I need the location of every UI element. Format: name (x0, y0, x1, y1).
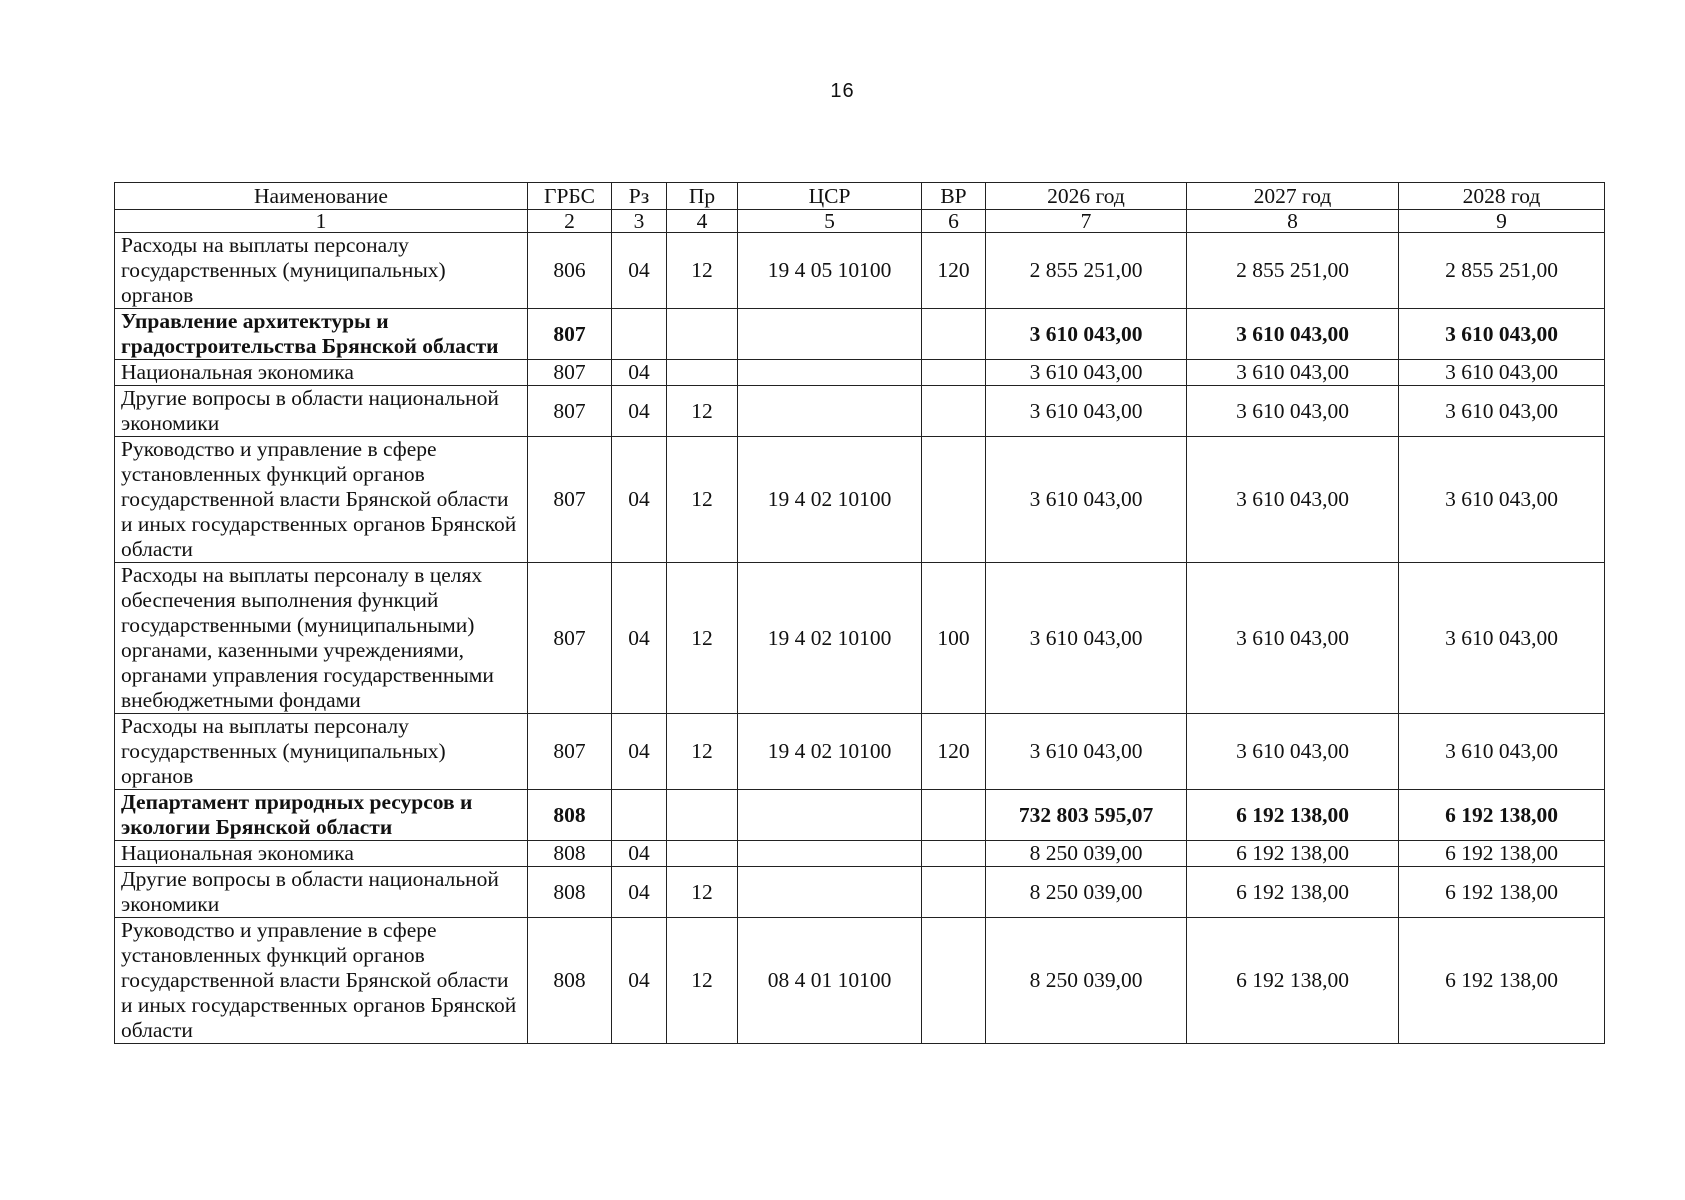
row-name-cell: Руководство и управление в сфере установленных функций органов государственной власти Брянской области и иных государственных органов Брянской области (115, 437, 528, 563)
header-vr: ВР (922, 183, 986, 210)
header-rz: Рз (612, 183, 667, 210)
row-2027-amount: 6 192 138,00 (1187, 841, 1399, 867)
budget-table (114, 182, 1605, 1044)
row-csr-cell: 08 4 01 10100 (738, 918, 922, 1044)
header-2026: 2026 год (986, 183, 1187, 210)
row-rz-cell: 04 (612, 233, 667, 309)
row-2026-amount: 3 610 043,00 (986, 309, 1187, 360)
row-2027-amount: 3 610 043,00 (1187, 714, 1399, 790)
row-name-cell: Другие вопросы в области национальной экономики (115, 867, 528, 918)
row-rz-cell: 04 (612, 360, 667, 386)
row-pr-cell: 12 (667, 386, 738, 437)
row-name-cell: Расходы на выплаты персоналу государственных (муниципальных) органов (115, 714, 528, 790)
row-2027-amount: 6 192 138,00 (1187, 867, 1399, 918)
column-number: 2 (528, 210, 612, 233)
table-row (115, 437, 1605, 563)
row-rz-cell: 04 (612, 841, 667, 867)
row-pr-cell (667, 841, 738, 867)
row-name-cell: Управление архитектуры и градостроительства Брянской области (115, 309, 528, 360)
column-number: 7 (986, 210, 1187, 233)
row-2027-amount: 3 610 043,00 (1187, 360, 1399, 386)
row-2027-amount: 3 610 043,00 (1187, 386, 1399, 437)
row-grbs-cell: 808 (528, 841, 612, 867)
row-pr-cell (667, 790, 738, 841)
header-pr: Пр (667, 183, 738, 210)
row-2028-amount: 3 610 043,00 (1399, 563, 1605, 714)
row-pr-cell (667, 360, 738, 386)
row-name-cell: Расходы на выплаты персоналу в целях обеспечения выполнения функций государственными (муниципальными) органами, казенными учреждениями, органами управления государственными внебюджетными фондами (115, 563, 528, 714)
column-number: 1 (115, 210, 528, 233)
row-grbs-cell: 808 (528, 918, 612, 1044)
row-2028-amount: 3 610 043,00 (1399, 309, 1605, 360)
row-2027-amount: 3 610 043,00 (1187, 437, 1399, 563)
row-vr-cell (922, 841, 986, 867)
row-pr-cell: 12 (667, 714, 738, 790)
row-grbs-cell: 808 (528, 790, 612, 841)
row-vr-cell (922, 386, 986, 437)
row-grbs-cell: 807 (528, 437, 612, 563)
row-rz-cell (612, 790, 667, 841)
row-vr-cell (922, 918, 986, 1044)
row-2027-amount: 3 610 043,00 (1187, 309, 1399, 360)
header-csr: ЦСР (738, 183, 922, 210)
table-row (115, 841, 1605, 867)
row-2026-amount: 3 610 043,00 (986, 386, 1187, 437)
table-row (115, 233, 1605, 309)
row-2027-amount: 6 192 138,00 (1187, 918, 1399, 1044)
row-rz-cell: 04 (612, 867, 667, 918)
row-pr-cell (667, 309, 738, 360)
row-vr-cell (922, 867, 986, 918)
row-vr-cell: 120 (922, 233, 986, 309)
row-csr-cell (738, 867, 922, 918)
row-name-cell: Руководство и управление в сфере установленных функций органов государственной власти Брянской области и иных государственных органов Брянской области (115, 918, 528, 1044)
row-rz-cell: 04 (612, 918, 667, 1044)
row-2026-amount: 3 610 043,00 (986, 437, 1187, 563)
column-number: 9 (1399, 210, 1605, 233)
row-csr-cell (738, 790, 922, 841)
table-section-row (115, 309, 1605, 360)
row-name-cell: Другие вопросы в области национальной экономики (115, 386, 528, 437)
header-name: Наименование (115, 183, 528, 210)
header-2027: 2027 год (1187, 183, 1399, 210)
table-body (115, 233, 1605, 1044)
row-rz-cell: 04 (612, 437, 667, 563)
row-2026-amount: 3 610 043,00 (986, 360, 1187, 386)
row-2028-amount: 6 192 138,00 (1399, 841, 1605, 867)
row-vr-cell (922, 790, 986, 841)
row-2028-amount: 6 192 138,00 (1399, 918, 1605, 1044)
row-name-cell: Национальная экономика (115, 360, 528, 386)
row-name-cell: Расходы на выплаты персоналу государственных (муниципальных) органов (115, 233, 528, 309)
row-pr-cell: 12 (667, 867, 738, 918)
column-number-row (115, 210, 1605, 233)
row-grbs-cell: 807 (528, 309, 612, 360)
header-row (115, 183, 1605, 210)
row-2028-amount: 3 610 043,00 (1399, 386, 1605, 437)
row-csr-cell (738, 309, 922, 360)
row-grbs-cell: 807 (528, 714, 612, 790)
row-2026-amount: 8 250 039,00 (986, 841, 1187, 867)
row-csr-cell: 19 4 05 10100 (738, 233, 922, 309)
row-vr-cell: 100 (922, 563, 986, 714)
table-section-row (115, 790, 1605, 841)
row-vr-cell (922, 309, 986, 360)
row-pr-cell: 12 (667, 437, 738, 563)
table-row (115, 918, 1605, 1044)
row-2027-amount: 6 192 138,00 (1187, 790, 1399, 841)
row-2028-amount: 3 610 043,00 (1399, 714, 1605, 790)
row-grbs-cell: 806 (528, 233, 612, 309)
row-grbs-cell: 807 (528, 360, 612, 386)
row-2027-amount: 3 610 043,00 (1187, 563, 1399, 714)
row-2028-amount: 3 610 043,00 (1399, 360, 1605, 386)
header-grbs: ГРБС (528, 183, 612, 210)
row-grbs-cell: 807 (528, 563, 612, 714)
row-csr-cell: 19 4 02 10100 (738, 563, 922, 714)
row-csr-cell: 19 4 02 10100 (738, 437, 922, 563)
page-number: 16 (830, 80, 855, 102)
row-2026-amount: 8 250 039,00 (986, 918, 1187, 1044)
row-2028-amount: 2 855 251,00 (1399, 233, 1605, 309)
column-number: 4 (667, 210, 738, 233)
row-2026-amount: 732 803 595,07 (986, 790, 1187, 841)
row-2028-amount: 6 192 138,00 (1399, 790, 1605, 841)
table-row (115, 360, 1605, 386)
table-row (115, 386, 1605, 437)
row-2026-amount: 3 610 043,00 (986, 563, 1187, 714)
row-csr-cell (738, 841, 922, 867)
row-2026-amount: 2 855 251,00 (986, 233, 1187, 309)
row-rz-cell: 04 (612, 386, 667, 437)
row-2026-amount: 8 250 039,00 (986, 867, 1187, 918)
row-pr-cell: 12 (667, 233, 738, 309)
header-2028: 2028 год (1399, 183, 1605, 210)
row-pr-cell: 12 (667, 563, 738, 714)
column-number: 3 (612, 210, 667, 233)
column-number: 6 (922, 210, 986, 233)
table-row (115, 714, 1605, 790)
row-grbs-cell: 808 (528, 867, 612, 918)
table-row (115, 563, 1605, 714)
row-2026-amount: 3 610 043,00 (986, 714, 1187, 790)
row-name-cell: Департамент природных ресурсов и экологии Брянской области (115, 790, 528, 841)
row-name-cell: Национальная экономика (115, 841, 528, 867)
row-csr-cell (738, 386, 922, 437)
row-grbs-cell: 807 (528, 386, 612, 437)
row-pr-cell: 12 (667, 918, 738, 1044)
column-number: 8 (1187, 210, 1399, 233)
row-vr-cell (922, 360, 986, 386)
row-rz-cell: 04 (612, 563, 667, 714)
row-csr-cell (738, 360, 922, 386)
row-2028-amount: 6 192 138,00 (1399, 867, 1605, 918)
row-vr-cell: 120 (922, 714, 986, 790)
row-2028-amount: 3 610 043,00 (1399, 437, 1605, 563)
column-number: 5 (738, 210, 922, 233)
row-csr-cell: 19 4 02 10100 (738, 714, 922, 790)
row-2027-amount: 2 855 251,00 (1187, 233, 1399, 309)
table-row (115, 867, 1605, 918)
row-vr-cell (922, 437, 986, 563)
row-rz-cell: 04 (612, 714, 667, 790)
row-rz-cell (612, 309, 667, 360)
